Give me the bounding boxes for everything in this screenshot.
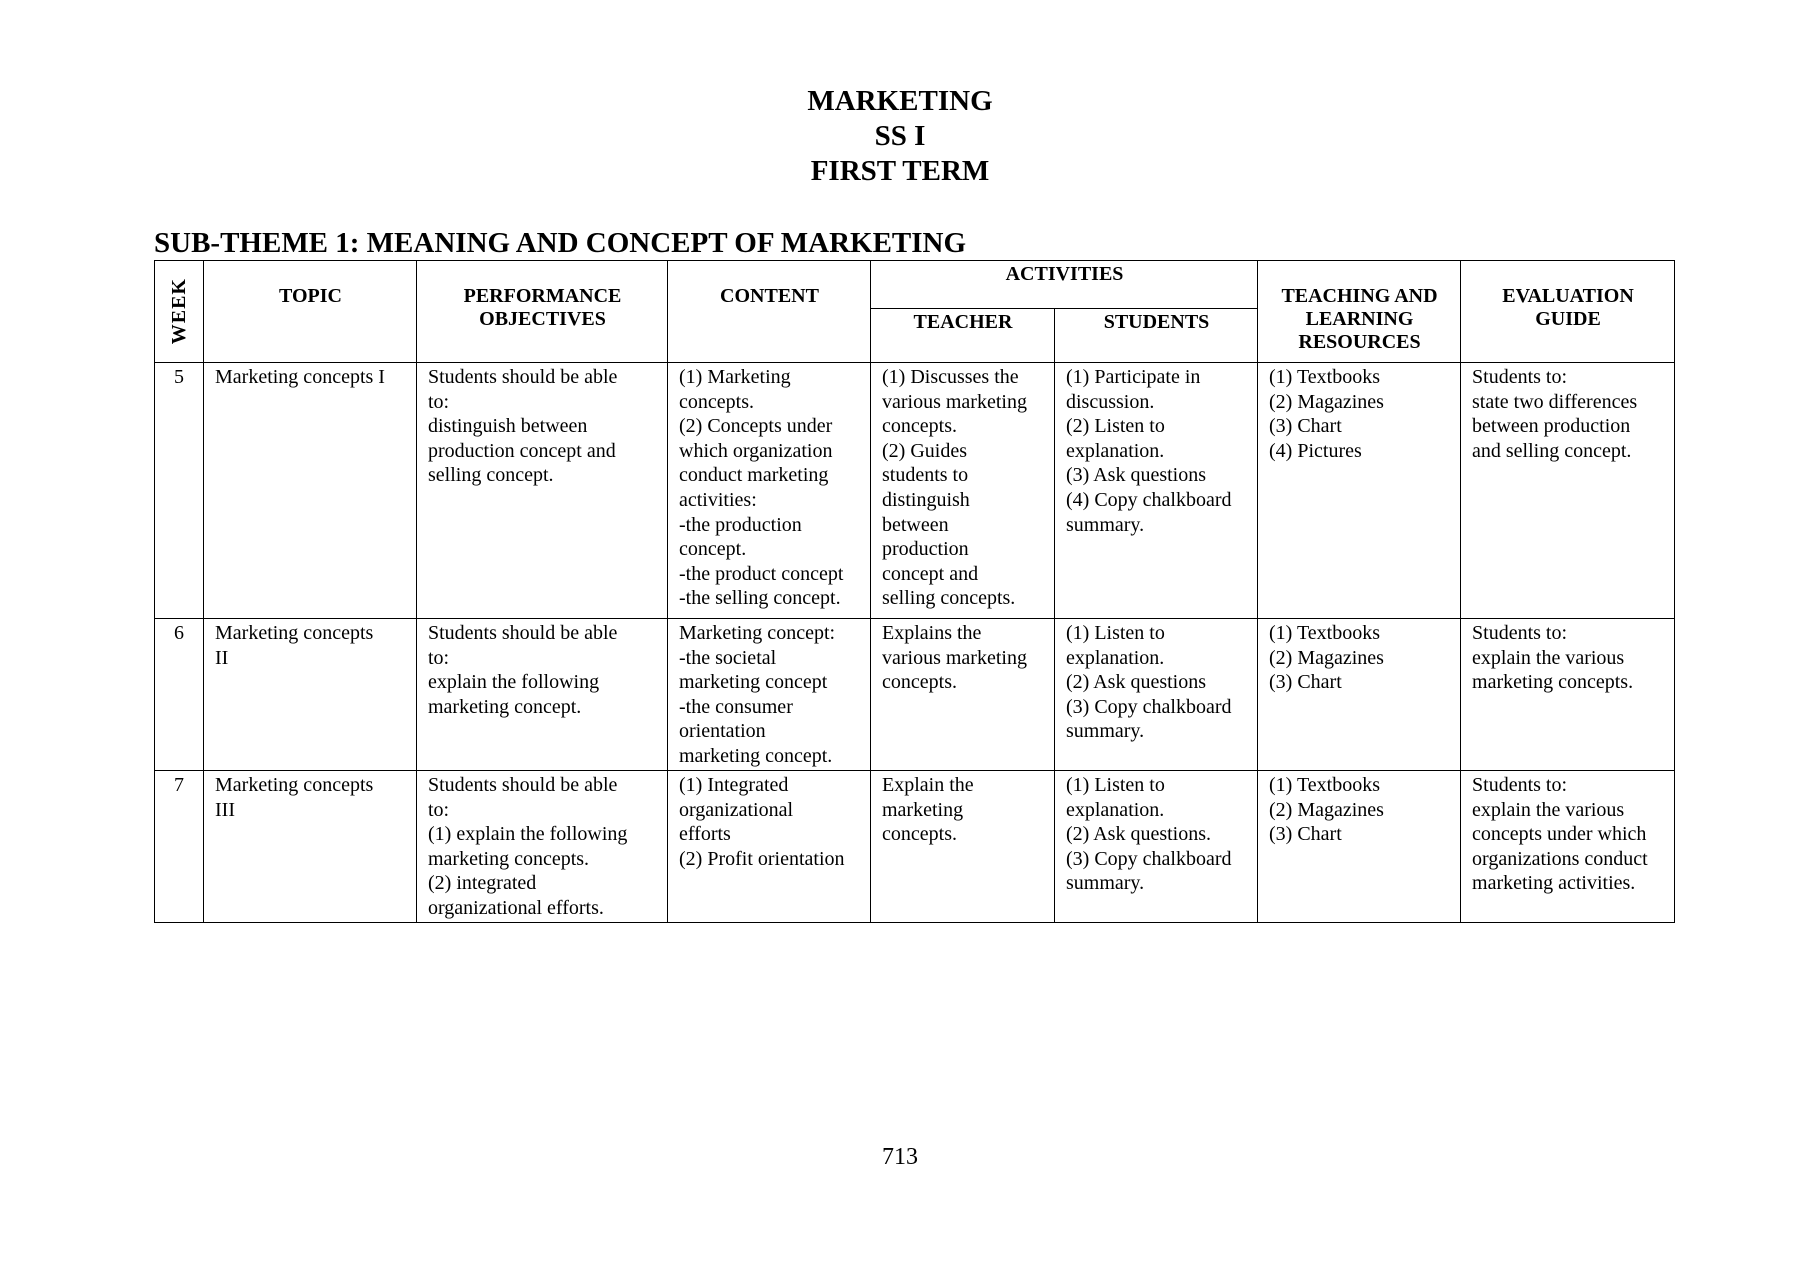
cell-line: (3) Ask questions bbox=[1066, 464, 1206, 487]
cell-line: III bbox=[215, 798, 235, 821]
cell-line: (1) Integrated bbox=[679, 774, 789, 796]
header-evaluation-line: GUIDE bbox=[1535, 308, 1601, 330]
cell-line: Explains the bbox=[882, 622, 982, 644]
header-objectives-line: PERFORMANCE bbox=[463, 285, 622, 307]
cell-students bbox=[1055, 771, 1258, 923]
cell-line: marketing concepts. bbox=[428, 847, 590, 870]
cell-line: Students should be able bbox=[428, 622, 618, 644]
cell-line: (1) Listen to bbox=[1066, 622, 1165, 644]
cell-line: conduct marketing bbox=[679, 464, 829, 487]
cell-line: marketing bbox=[882, 798, 964, 821]
cell-evaluation bbox=[1461, 619, 1675, 771]
header-resources-line: RESOURCES bbox=[1298, 331, 1421, 353]
cell-line: selling concept. bbox=[428, 464, 554, 487]
cell-line: (2) integrated bbox=[428, 872, 537, 895]
header-students: STUDENTS bbox=[1055, 309, 1258, 363]
cell-line: activities: bbox=[679, 488, 757, 511]
subject-title: MARKETING bbox=[807, 85, 993, 117]
table-row bbox=[155, 619, 1675, 771]
header-week-label: WEEK bbox=[167, 278, 190, 345]
cell-line: summary. bbox=[1066, 720, 1145, 743]
cell-line: marketing concepts. bbox=[1472, 671, 1634, 694]
cell-resources bbox=[1258, 363, 1461, 619]
cell-line: concepts. bbox=[882, 671, 957, 694]
header-topic: TOPIC bbox=[204, 261, 417, 363]
cell-line: (2) Magazines bbox=[1269, 798, 1384, 821]
cell-objectives bbox=[417, 619, 668, 771]
cell-line: selling concepts. bbox=[882, 587, 1016, 610]
cell-line: organizational bbox=[679, 798, 794, 821]
cell-teacher bbox=[871, 619, 1055, 771]
cell-week: 5 bbox=[155, 363, 204, 619]
cell-line: Students to: bbox=[1472, 622, 1568, 644]
cell-resources bbox=[1258, 619, 1461, 771]
cell-line: production concept and bbox=[428, 439, 616, 462]
cell-line: efforts bbox=[679, 823, 731, 846]
cell-line: discussion. bbox=[1066, 390, 1155, 413]
cell-students bbox=[1055, 363, 1258, 619]
term-title: FIRST TERM bbox=[810, 155, 990, 187]
cell-line: (1) explain the following bbox=[428, 823, 628, 846]
cell-line: (3) Copy chalkboard bbox=[1066, 847, 1232, 870]
cell-line: marketing concept bbox=[679, 671, 828, 694]
cell-line: Marketing concepts bbox=[215, 622, 374, 644]
cell-line: distinguish between bbox=[428, 415, 588, 438]
cell-students bbox=[1055, 619, 1258, 771]
table-body bbox=[155, 363, 1675, 923]
cell-line: explain the following bbox=[428, 671, 600, 694]
cell-line: (1) Textbooks bbox=[1269, 774, 1381, 796]
cell-line: (1) Textbooks bbox=[1269, 366, 1381, 388]
header-content: CONTENT bbox=[668, 261, 871, 363]
cell-line: state two differences bbox=[1472, 390, 1638, 413]
cell-line: concepts. bbox=[679, 390, 754, 413]
cell-line: summary. bbox=[1066, 513, 1145, 536]
cell-line: production bbox=[882, 538, 969, 561]
cell-line: (2) Profit orientation bbox=[679, 847, 845, 870]
cell-line: explain the various bbox=[1472, 646, 1625, 669]
table-row bbox=[155, 771, 1675, 923]
cell-line: -the consumer bbox=[679, 695, 793, 718]
cell-topic bbox=[204, 771, 417, 923]
header-objectives-line: OBJECTIVES bbox=[479, 308, 606, 330]
header-evaluation-line: EVALUATION bbox=[1502, 285, 1634, 307]
cell-line: between bbox=[882, 513, 949, 536]
cell-line: Explain the bbox=[882, 774, 974, 796]
scheme-of-work-table bbox=[154, 260, 1675, 923]
cell-line: (2) Concepts under bbox=[679, 415, 833, 438]
cell-line: (3) Chart bbox=[1269, 823, 1342, 846]
cell-line: Marketing concepts bbox=[215, 774, 374, 796]
cell-objectives bbox=[417, 771, 668, 923]
cell-line: Marketing concepts I bbox=[215, 366, 385, 388]
cell-evaluation bbox=[1461, 363, 1675, 619]
document-title-block bbox=[0, 84, 1800, 189]
cell-line: (2) Ask questions bbox=[1066, 671, 1206, 694]
cell-line: concept. bbox=[679, 538, 747, 561]
header-resources bbox=[1258, 261, 1461, 363]
cell-line: (2) Guides bbox=[882, 439, 967, 462]
cell-line: (3) Copy chalkboard bbox=[1066, 695, 1232, 718]
cell-line: marketing concept. bbox=[428, 695, 582, 718]
cell-line: various marketing bbox=[882, 646, 1027, 669]
cell-topic bbox=[204, 619, 417, 771]
cell-line: II bbox=[215, 646, 229, 669]
cell-line: (1) Textbooks bbox=[1269, 622, 1381, 644]
cell-line: -the product concept bbox=[679, 562, 844, 585]
cell-line: Students should be able bbox=[428, 774, 618, 796]
cell-resources bbox=[1258, 771, 1461, 923]
header-resources-line: TEACHING AND bbox=[1281, 285, 1438, 307]
cell-line: (4) Copy chalkboard bbox=[1066, 488, 1232, 511]
header-objectives bbox=[417, 261, 668, 363]
cell-line: to: bbox=[428, 798, 450, 821]
cell-line: Students to: bbox=[1472, 366, 1568, 388]
page-number: 713 bbox=[882, 1144, 918, 1170]
cell-line: (2) Listen to bbox=[1066, 415, 1165, 438]
cell-line: distinguish bbox=[882, 488, 970, 511]
cell-line: concepts under which bbox=[1472, 823, 1647, 846]
cell-content bbox=[668, 771, 871, 923]
cell-content bbox=[668, 363, 871, 619]
cell-line: Students to: bbox=[1472, 774, 1568, 796]
cell-line: (1) Listen to bbox=[1066, 774, 1165, 796]
cell-line: and selling concept. bbox=[1472, 439, 1632, 462]
cell-line: concept and bbox=[882, 562, 979, 585]
header-activities: ACTIVITIES bbox=[871, 261, 1258, 309]
cell-line: organizations conduct bbox=[1472, 847, 1648, 870]
header-week bbox=[155, 261, 204, 363]
cell-line: various marketing bbox=[882, 390, 1027, 413]
header-teacher: TEACHER bbox=[871, 309, 1055, 363]
cell-line: (1) Discusses the bbox=[882, 366, 1019, 388]
cell-teacher bbox=[871, 363, 1055, 619]
cell-line: to: bbox=[428, 646, 450, 669]
cell-line: explanation. bbox=[1066, 439, 1165, 462]
cell-line: -the societal bbox=[679, 646, 777, 669]
cell-line: summary. bbox=[1066, 872, 1145, 895]
cell-line: (2) Magazines bbox=[1269, 646, 1384, 669]
cell-line: -the production bbox=[679, 513, 802, 536]
cell-line: Students should be able bbox=[428, 366, 618, 388]
cell-line: concepts. bbox=[882, 823, 957, 846]
cell-line: (1) Participate in bbox=[1066, 366, 1201, 388]
cell-line: students to bbox=[882, 464, 969, 487]
cell-content bbox=[668, 619, 871, 771]
class-level-title: SS I bbox=[874, 120, 926, 152]
subtheme-heading: SUB-THEME 1: MEANING AND CONCEPT OF MARKETING bbox=[154, 227, 967, 259]
cell-line: concepts. bbox=[882, 415, 957, 438]
cell-line: marketing activities. bbox=[1472, 872, 1636, 895]
cell-line: (4) Pictures bbox=[1269, 439, 1362, 462]
cell-line: organizational efforts. bbox=[428, 896, 604, 919]
cell-line: orientation bbox=[679, 720, 766, 743]
cell-line: between production bbox=[1472, 415, 1631, 438]
cell-line: explain the various bbox=[1472, 798, 1625, 821]
cell-line: (3) Chart bbox=[1269, 415, 1342, 438]
cell-week: 7 bbox=[155, 771, 204, 923]
cell-objectives bbox=[417, 363, 668, 619]
cell-line: to: bbox=[428, 390, 450, 413]
cell-line: (2) Ask questions. bbox=[1066, 823, 1211, 846]
cell-line: (2) Magazines bbox=[1269, 390, 1384, 413]
header-evaluation bbox=[1461, 261, 1675, 363]
cell-line: explanation. bbox=[1066, 646, 1165, 669]
cell-line: Marketing concept: bbox=[679, 622, 836, 644]
cell-line: marketing concept. bbox=[679, 744, 833, 767]
cell-week: 6 bbox=[155, 619, 204, 771]
cell-line: (3) Chart bbox=[1269, 671, 1342, 694]
cell-line: -the selling concept. bbox=[679, 587, 841, 610]
cell-topic bbox=[204, 363, 417, 619]
cell-line: (1) Marketing bbox=[679, 366, 791, 388]
cell-teacher bbox=[871, 771, 1055, 923]
table-row bbox=[155, 363, 1675, 619]
cell-line: explanation. bbox=[1066, 798, 1165, 821]
cell-evaluation bbox=[1461, 771, 1675, 923]
header-resources-line: LEARNING bbox=[1305, 308, 1414, 330]
cell-line: which organization bbox=[679, 439, 833, 462]
